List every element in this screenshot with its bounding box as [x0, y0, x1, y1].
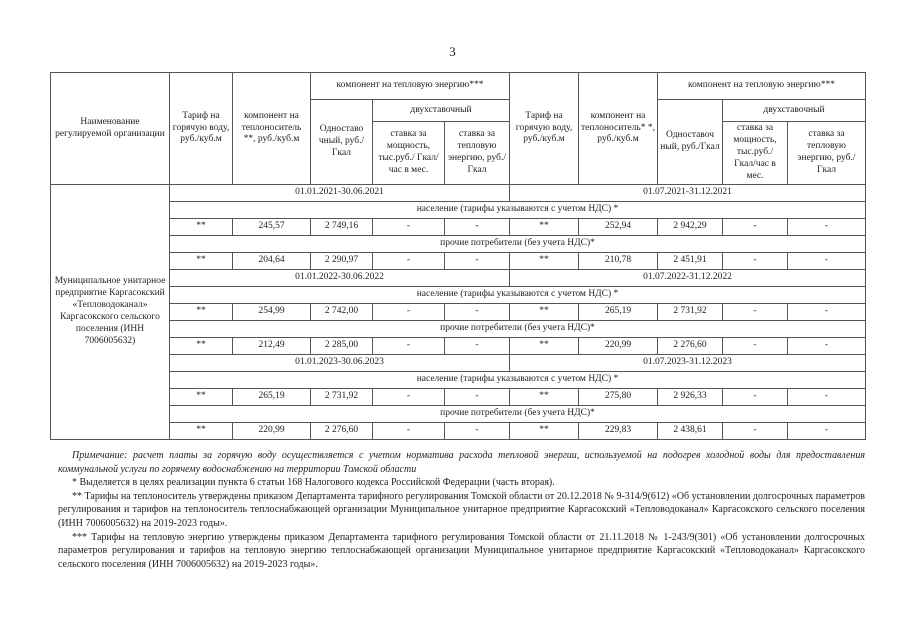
cell: 245,57 [233, 219, 311, 236]
cell: - [723, 423, 788, 440]
group-label: население (тарифы указываются с учетом НДС) * [170, 202, 866, 219]
cell: ** [510, 219, 579, 236]
cell: 212,49 [233, 338, 311, 355]
period-left: 01.01.2022-30.06.2022 [170, 270, 510, 287]
cell: - [723, 304, 788, 321]
cell: 2 731,92 [658, 304, 723, 321]
cell: ** [510, 389, 579, 406]
cell: ** [510, 253, 579, 270]
cell: 229,83 [579, 423, 658, 440]
cell: - [373, 219, 445, 236]
table-row [51, 219, 866, 236]
footnote-3: *** Тарифы на тепловую энергию утверждены приказом Департамента тарифного регулирования Томской области от 21.11.2018 № 1-243/9(301) «Об установлении долгосрочных параметров регулирования и тарифов на тепловую энергию теплоснабжающей организации Муниципальное унитарное предприятие Каргасокский «Тепловодоканал» Каргасокского сельского поселения (ИНН 7006005632) на 2019-2023 годы». [58, 531, 865, 570]
cell: - [788, 338, 866, 355]
cell: - [788, 304, 866, 321]
period-right: 01.07.2021-31.12.2021 [510, 185, 866, 202]
group-label: прочие потребители (без учета НДС)* [170, 236, 866, 253]
header-thermal-group-1: компонент на тепловую энергию*** [311, 73, 510, 100]
cell: 275,80 [579, 389, 658, 406]
cell: 265,19 [233, 389, 311, 406]
notes-section [58, 449, 865, 571]
cell: - [723, 219, 788, 236]
header-energy-rate-1: ставка за тепловую энергию, руб./Гкал [445, 122, 510, 185]
cell: - [723, 338, 788, 355]
cell: 2 742,00 [311, 304, 373, 321]
org-name-cell: Муниципальное унитарное предприятие Каргасокский «Тепловодоканал» Каргасокского сельского поселения (ИНН 7006005632) [51, 185, 170, 440]
cell: - [445, 423, 510, 440]
cell: - [373, 423, 445, 440]
cell: 2 438,61 [658, 423, 723, 440]
cell: - [373, 389, 445, 406]
cell: ** [510, 304, 579, 321]
header-org: Наименование регулируемой организации [51, 73, 170, 185]
footnote-1: * Выделяется в целях реализации пункта 6 статьи 168 Налогового кодекса Российской Федерации (часть вторая). [72, 477, 555, 489]
table-row [51, 253, 866, 270]
cell: ** [170, 389, 233, 406]
header-thermal-group-2: компонент на тепловую энергию*** [658, 73, 866, 100]
group-label: население (тарифы указываются с учетом НДС) * [170, 372, 866, 389]
cell: ** [170, 253, 233, 270]
table-row [51, 304, 866, 321]
cell: - [373, 304, 445, 321]
header-single-rate-1: Одноставо чный, руб./Гкал [311, 100, 373, 185]
header-two-rate-1: двухставочный [373, 100, 510, 122]
cell: 220,99 [579, 338, 658, 355]
cell: - [788, 423, 866, 440]
header-two-rate-2: двухставочный [723, 100, 866, 122]
period-right: 01.07.2023-31.12.2023 [510, 355, 866, 372]
cell: 2 451,91 [658, 253, 723, 270]
table-row [51, 338, 866, 355]
cell: 210,78 [579, 253, 658, 270]
page-number: 3 [449, 44, 456, 59]
tariff-table [50, 72, 866, 440]
cell: - [788, 219, 866, 236]
table-row [51, 389, 866, 406]
header-carrier-2: компонент на теплоноситель* *, руб./куб.м [579, 73, 658, 185]
remark: Примечание: расчет платы за горячую воду осуществляется с учетом норматива расхода тепловой энергии, используемой на подогрев холодной воды для предоставления коммунальной услуги по горячему водоснабжению на территории Томской области [58, 450, 865, 475]
cell: - [723, 253, 788, 270]
cell: - [788, 253, 866, 270]
cell: - [373, 253, 445, 270]
footnote-2: ** Тарифы на теплоноситель утверждены приказом Департамента тарифного регулирования Томской области от 20.12.2018 № 9-314/9(612) «Об установлении долгосрочных параметров регулирования и тарифов на теплоноситель теплоснабжающей организации Муниципальное унитарное предприятие Каргасокский «Тепловодоканал» Каргасокского сельского поселения (ИНН 7006005632) на 2019-2023 годы». [58, 490, 865, 529]
group-label: население (тарифы указываются с учетом НДС) * [170, 287, 866, 304]
period-left: 01.01.2023-30.06.2023 [170, 355, 510, 372]
cell: - [445, 219, 510, 236]
cell: - [373, 338, 445, 355]
period-left: 01.01.2021-30.06.2021 [170, 185, 510, 202]
cell: 2 749,16 [311, 219, 373, 236]
cell: 252,94 [579, 219, 658, 236]
header-carrier-1: компонент на теплоноситель **, руб./куб.м [233, 73, 311, 185]
group-label: прочие потребители (без учета НДС)* [170, 321, 866, 338]
cell: 2 290,97 [311, 253, 373, 270]
group-label: прочие потребители (без учета НДС)* [170, 406, 866, 423]
cell: 254,99 [233, 304, 311, 321]
header-tariff-1: Тариф на горячую воду, руб./куб.м [170, 73, 233, 185]
cell: 2 926,33 [658, 389, 723, 406]
header-energy-rate-2: ставка за тепловую энергию, руб./Гкал [788, 122, 866, 185]
header-single-rate-2: Одноставоч ный, руб./Гкал [658, 100, 723, 185]
cell: 204,64 [233, 253, 311, 270]
cell: - [445, 389, 510, 406]
cell: ** [510, 338, 579, 355]
header-tariff-2: Тариф на горячую воду, руб./куб.м [510, 73, 579, 185]
cell: ** [170, 304, 233, 321]
header-capacity-1: ставка за мощность, тыс.руб./ Гкал/час в мес. [373, 122, 445, 185]
cell: - [723, 389, 788, 406]
period-right: 01.07.2022-31.12.2022 [510, 270, 866, 287]
cell: ** [510, 423, 579, 440]
cell: - [445, 304, 510, 321]
cell: ** [170, 219, 233, 236]
cell: - [445, 253, 510, 270]
cell: 265,19 [579, 304, 658, 321]
cell: 2 942,29 [658, 219, 723, 236]
cell: 2 276,60 [658, 338, 723, 355]
cell: 2 285,00 [311, 338, 373, 355]
cell: 220,99 [233, 423, 311, 440]
cell: - [445, 338, 510, 355]
cell: ** [170, 423, 233, 440]
cell: 2 276,60 [311, 423, 373, 440]
table-row [51, 423, 866, 440]
cell: 2 731,92 [311, 389, 373, 406]
cell: ** [170, 338, 233, 355]
header-capacity-2: ставка за мощность, тыс.руб./ Гкал/час в мес. [723, 122, 788, 185]
cell: - [788, 389, 866, 406]
